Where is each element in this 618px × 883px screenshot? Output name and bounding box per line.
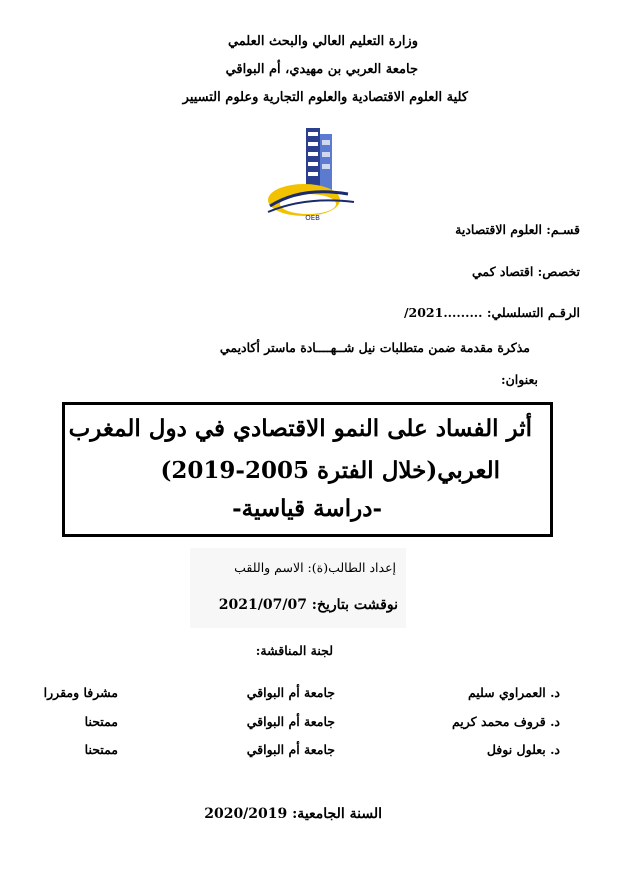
serial-number: الرقـم التسلسلي: .........2021/	[403, 305, 580, 320]
thesis-title-line1: أثر الفساد على النمو الاقتصادي في دول المغرب	[68, 415, 532, 442]
university-logo	[262, 120, 362, 230]
university-name: جامعة العربي بن مهيدي، أم البواقي	[225, 62, 418, 77]
title-label: بعنوان:	[500, 372, 538, 387]
svg-text:OEB: OEB	[305, 214, 320, 222]
committee-member-university: جامعة أم البواقي	[246, 714, 335, 729]
ministry-name: وزارة التعليم العالي والبحث العلمي	[227, 34, 418, 49]
department-label: قسـم: العلوم الاقتصادية	[455, 222, 580, 237]
committee-member-university: جامعة أم البواقي	[246, 685, 335, 700]
committee-member-university: جامعة أم البواقي	[246, 742, 335, 757]
prepared-by: إعداد الطالب(ة): الاسم واللقب	[234, 560, 396, 575]
specialty-label: تخصص: اقتصاد كمي	[471, 264, 580, 279]
committee-member-name: د. بعلول نوفل	[486, 742, 560, 757]
memo-description: مذكرة مقدمة ضمن متطلبات نيل شــهــــادة ماستر أكاديمي	[219, 340, 530, 355]
committee-member-role: ممتحنا	[84, 714, 118, 729]
thesis-title-line3: -دراسة قياسية-	[232, 495, 382, 522]
committee-heading: لجنة المناقشة:	[255, 643, 333, 658]
thesis-title-box	[62, 402, 553, 537]
committee-member-name: د. العمراوي سليم	[467, 685, 560, 700]
academic-year: السنة الجامعية: 2020/2019	[204, 806, 382, 822]
committee-member-role: مشرفا ومقررا	[43, 685, 118, 700]
defense-date: نوقشت بتاريخ: 2021/07/07	[218, 597, 398, 613]
thesis-title-line2: العربي(خلال الفترة 2005-2019)	[160, 457, 500, 484]
committee-member-name: د. قروف محمد كريم	[451, 714, 560, 729]
faculty-name: كلية العلوم الاقتصادية والعلوم التجارية وعلوم التسيير	[182, 90, 468, 105]
committee-member-role: ممتحنا	[84, 742, 118, 757]
